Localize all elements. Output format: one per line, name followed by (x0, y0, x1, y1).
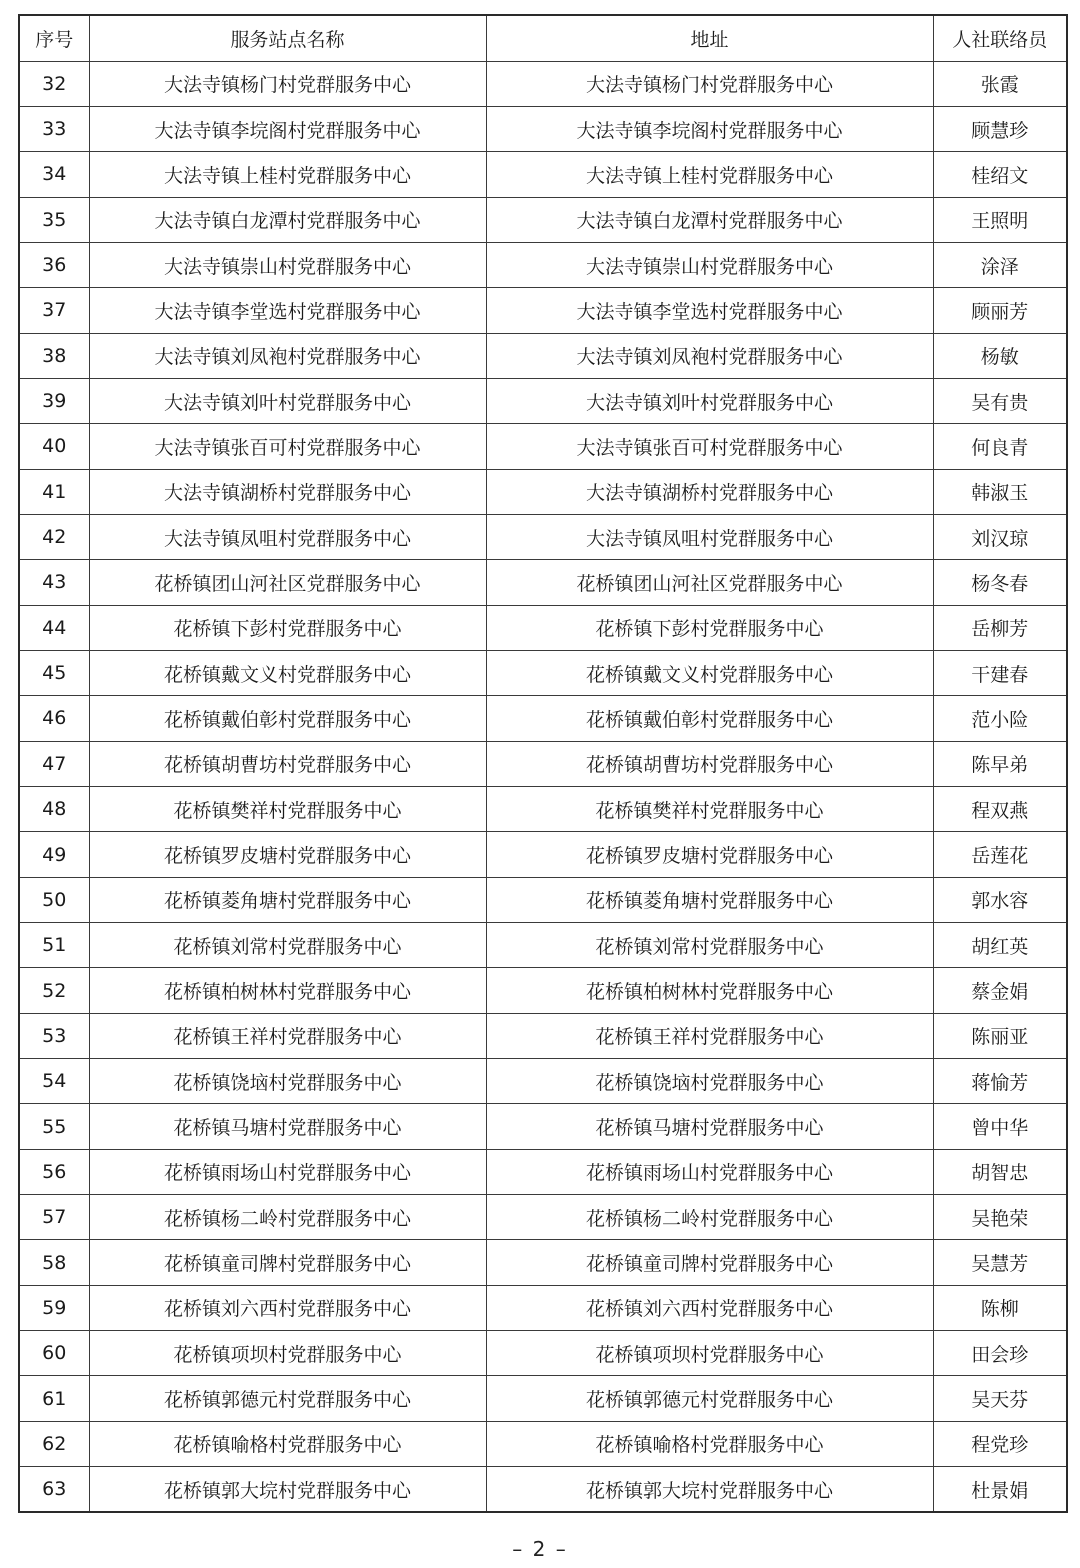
cell-station-name: 大法寺镇杨门村党群服务中心 (89, 61, 486, 106)
table-row (19, 696, 1067, 741)
cell-address: 花桥镇郭德元村党群服务中心 (486, 1376, 933, 1421)
cell-num: 32 (19, 61, 89, 106)
table-row (19, 605, 1067, 650)
cell-address: 花桥镇戴文义村党群服务中心 (486, 650, 933, 695)
cell-contact: 陈柳 (933, 1285, 1067, 1330)
cell-address: 花桥镇樊祥村党群服务中心 (486, 787, 933, 832)
cell-num: 37 (19, 288, 89, 333)
header-station-name: 服务站点名称 (89, 15, 486, 61)
cell-contact: 何良青 (933, 424, 1067, 469)
cell-address: 花桥镇喻格村党群服务中心 (486, 1421, 933, 1466)
cell-num: 50 (19, 877, 89, 922)
cell-num: 61 (19, 1376, 89, 1421)
cell-contact: 曾中华 (933, 1104, 1067, 1149)
cell-address: 大法寺镇杨门村党群服务中心 (486, 61, 933, 106)
cell-contact: 程双燕 (933, 787, 1067, 832)
cell-address: 大法寺镇刘叶村党群服务中心 (486, 378, 933, 423)
cell-station-name: 花桥镇罗皮塘村党群服务中心 (89, 832, 486, 877)
cell-contact: 顾丽芳 (933, 288, 1067, 333)
cell-contact: 顾慧珍 (933, 106, 1067, 151)
cell-address: 花桥镇王祥村党群服务中心 (486, 1013, 933, 1058)
cell-contact: 王照明 (933, 197, 1067, 242)
cell-contact: 吴慧芳 (933, 1240, 1067, 1285)
cell-address: 花桥镇团山河社区党群服务中心 (486, 560, 933, 605)
cell-num: 42 (19, 514, 89, 559)
cell-num: 60 (19, 1331, 89, 1376)
cell-address: 花桥镇童司牌村党群服务中心 (486, 1240, 933, 1285)
table-row (19, 1376, 1067, 1421)
cell-station-name: 花桥镇饶垴村党群服务中心 (89, 1059, 486, 1104)
header-contact: 人社联络员 (933, 15, 1067, 61)
cell-num: 44 (19, 605, 89, 650)
cell-station-name: 花桥镇童司牌村党群服务中心 (89, 1240, 486, 1285)
cell-contact: 胡红英 (933, 923, 1067, 968)
cell-address: 大法寺镇张百可村党群服务中心 (486, 424, 933, 469)
cell-contact: 刘汉琼 (933, 514, 1067, 559)
table-row (19, 1104, 1067, 1149)
cell-address: 花桥镇菱角塘村党群服务中心 (486, 877, 933, 922)
header-row (19, 15, 1067, 61)
cell-station-name: 花桥镇刘六西村党群服务中心 (89, 1285, 486, 1330)
table-row (19, 1059, 1067, 1104)
cell-contact: 张霞 (933, 61, 1067, 106)
cell-station-name: 花桥镇戴伯彰村党群服务中心 (89, 696, 486, 741)
table-row (19, 424, 1067, 469)
table-row (19, 741, 1067, 786)
cell-station-name: 大法寺镇张百可村党群服务中心 (89, 424, 486, 469)
cell-address: 花桥镇雨场山村党群服务中心 (486, 1149, 933, 1194)
cell-contact: 陈丽亚 (933, 1013, 1067, 1058)
cell-station-name: 大法寺镇李垸阁村党群服务中心 (89, 106, 486, 151)
table-row (19, 877, 1067, 922)
table-row (19, 333, 1067, 378)
table-row (19, 1331, 1067, 1376)
cell-contact: 杨敏 (933, 333, 1067, 378)
table-row (19, 1421, 1067, 1466)
cell-station-name: 大法寺镇刘凤袍村党群服务中心 (89, 333, 486, 378)
cell-station-name: 大法寺镇凤咀村党群服务中心 (89, 514, 486, 559)
cell-station-name: 花桥镇樊祥村党群服务中心 (89, 787, 486, 832)
table-row (19, 787, 1067, 832)
cell-station-name: 花桥镇杨二岭村党群服务中心 (89, 1195, 486, 1240)
cell-address: 花桥镇马塘村党群服务中心 (486, 1104, 933, 1149)
cell-station-name: 花桥镇胡曹坊村党群服务中心 (89, 741, 486, 786)
table-body (19, 61, 1067, 1512)
cell-contact: 陈早弟 (933, 741, 1067, 786)
cell-address: 大法寺镇李堂选村党群服务中心 (486, 288, 933, 333)
cell-num: 63 (19, 1467, 89, 1512)
table-row (19, 1195, 1067, 1240)
cell-contact: 范小险 (933, 696, 1067, 741)
cell-address: 花桥镇下彭村党群服务中心 (486, 605, 933, 650)
cell-num: 54 (19, 1059, 89, 1104)
cell-num: 59 (19, 1285, 89, 1330)
table-row (19, 242, 1067, 287)
table-row (19, 1149, 1067, 1194)
cell-num: 51 (19, 923, 89, 968)
cell-contact: 胡智忠 (933, 1149, 1067, 1194)
cell-contact: 岳柳芳 (933, 605, 1067, 650)
service-station-table (18, 14, 1068, 1513)
table-row (19, 197, 1067, 242)
cell-station-name: 花桥镇马塘村党群服务中心 (89, 1104, 486, 1149)
cell-station-name: 大法寺镇李堂选村党群服务中心 (89, 288, 486, 333)
cell-num: 40 (19, 424, 89, 469)
cell-num: 49 (19, 832, 89, 877)
table-row (19, 469, 1067, 514)
cell-station-name: 花桥镇喻格村党群服务中心 (89, 1421, 486, 1466)
cell-contact: 岳莲花 (933, 832, 1067, 877)
cell-station-name: 花桥镇团山河社区党群服务中心 (89, 560, 486, 605)
cell-station-name: 花桥镇刘常村党群服务中心 (89, 923, 486, 968)
cell-contact: 吴有贵 (933, 378, 1067, 423)
cell-station-name: 花桥镇下彭村党群服务中心 (89, 605, 486, 650)
cell-station-name: 花桥镇戴文义村党群服务中心 (89, 650, 486, 695)
table-row (19, 1285, 1067, 1330)
cell-station-name: 花桥镇雨场山村党群服务中心 (89, 1149, 486, 1194)
cell-num: 39 (19, 378, 89, 423)
cell-num: 62 (19, 1421, 89, 1466)
cell-num: 55 (19, 1104, 89, 1149)
table-row (19, 560, 1067, 605)
cell-address: 大法寺镇白龙潭村党群服务中心 (486, 197, 933, 242)
cell-num: 34 (19, 152, 89, 197)
cell-contact: 吴天芬 (933, 1376, 1067, 1421)
cell-contact: 杜景娟 (933, 1467, 1067, 1512)
cell-contact: 程党珍 (933, 1421, 1067, 1466)
cell-address: 花桥镇刘常村党群服务中心 (486, 923, 933, 968)
table-header (19, 15, 1067, 61)
service-station-table-container (18, 14, 1066, 1513)
cell-num: 38 (19, 333, 89, 378)
table-row (19, 288, 1067, 333)
cell-station-name: 大法寺镇湖桥村党群服务中心 (89, 469, 486, 514)
cell-contact: 韩淑玉 (933, 469, 1067, 514)
cell-contact: 田会珍 (933, 1331, 1067, 1376)
cell-num: 41 (19, 469, 89, 514)
table-row (19, 923, 1067, 968)
table-row (19, 832, 1067, 877)
cell-station-name: 大法寺镇白龙潭村党群服务中心 (89, 197, 486, 242)
cell-address: 花桥镇戴伯彰村党群服务中心 (486, 696, 933, 741)
cell-station-name: 花桥镇柏树林村党群服务中心 (89, 968, 486, 1013)
header-num: 序号 (19, 15, 89, 61)
cell-station-name: 大法寺镇刘叶村党群服务中心 (89, 378, 486, 423)
cell-contact: 蒋愉芳 (933, 1059, 1067, 1104)
cell-address: 花桥镇罗皮塘村党群服务中心 (486, 832, 933, 877)
cell-station-name: 花桥镇郭德元村党群服务中心 (89, 1376, 486, 1421)
cell-station-name: 花桥镇菱角塘村党群服务中心 (89, 877, 486, 922)
cell-num: 52 (19, 968, 89, 1013)
cell-address: 花桥镇柏树林村党群服务中心 (486, 968, 933, 1013)
table-row (19, 514, 1067, 559)
cell-contact: 涂泽 (933, 242, 1067, 287)
cell-contact: 桂绍文 (933, 152, 1067, 197)
cell-address: 大法寺镇刘凤袍村党群服务中心 (486, 333, 933, 378)
header-address: 地址 (486, 15, 933, 61)
cell-station-name: 大法寺镇崇山村党群服务中心 (89, 242, 486, 287)
table-row (19, 61, 1067, 106)
cell-contact: 吴艳荣 (933, 1195, 1067, 1240)
table-row (19, 968, 1067, 1013)
cell-num: 35 (19, 197, 89, 242)
table-row (19, 152, 1067, 197)
cell-contact: 郭水容 (933, 877, 1067, 922)
cell-address: 花桥镇饶垴村党群服务中心 (486, 1059, 933, 1104)
cell-num: 48 (19, 787, 89, 832)
cell-num: 36 (19, 242, 89, 287)
cell-num: 45 (19, 650, 89, 695)
cell-station-name: 花桥镇项坝村党群服务中心 (89, 1331, 486, 1376)
cell-address: 花桥镇胡曹坊村党群服务中心 (486, 741, 933, 786)
table-row (19, 106, 1067, 151)
cell-address: 大法寺镇崇山村党群服务中心 (486, 242, 933, 287)
cell-num: 58 (19, 1240, 89, 1285)
cell-num: 43 (19, 560, 89, 605)
cell-address: 花桥镇郭大垸村党群服务中心 (486, 1467, 933, 1512)
cell-address: 大法寺镇凤咀村党群服务中心 (486, 514, 933, 559)
cell-address: 花桥镇项坝村党群服务中心 (486, 1331, 933, 1376)
cell-station-name: 花桥镇郭大垸村党群服务中心 (89, 1467, 486, 1512)
cell-station-name: 大法寺镇上桂村党群服务中心 (89, 152, 486, 197)
cell-station-name: 花桥镇王祥村党群服务中心 (89, 1013, 486, 1058)
table-row (19, 1240, 1067, 1285)
cell-address: 花桥镇杨二岭村党群服务中心 (486, 1195, 933, 1240)
cell-contact: 蔡金娟 (933, 968, 1067, 1013)
cell-address: 大法寺镇上桂村党群服务中心 (486, 152, 933, 197)
table-row (19, 378, 1067, 423)
cell-num: 33 (19, 106, 89, 151)
page-number: – 2 – (512, 1537, 568, 1561)
cell-contact: 杨冬春 (933, 560, 1067, 605)
cell-contact: 干建春 (933, 650, 1067, 695)
cell-num: 53 (19, 1013, 89, 1058)
cell-address: 花桥镇刘六西村党群服务中心 (486, 1285, 933, 1330)
cell-num: 57 (19, 1195, 89, 1240)
table-row (19, 1467, 1067, 1512)
cell-num: 47 (19, 741, 89, 786)
cell-num: 46 (19, 696, 89, 741)
cell-num: 56 (19, 1149, 89, 1194)
table-row (19, 1013, 1067, 1058)
cell-address: 大法寺镇李垸阁村党群服务中心 (486, 106, 933, 151)
table-row (19, 650, 1067, 695)
cell-address: 大法寺镇湖桥村党群服务中心 (486, 469, 933, 514)
